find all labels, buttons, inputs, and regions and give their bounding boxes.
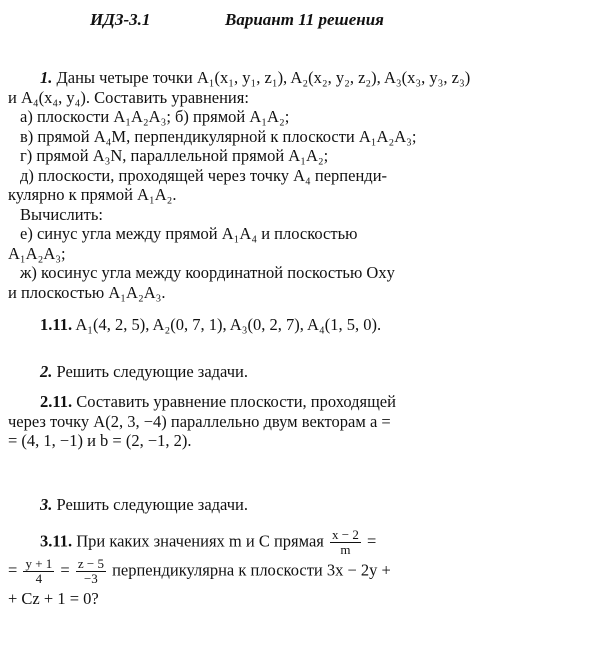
task-3 [8,495,579,515]
task-1-line: в) прямой A₄M, перпендикулярной к плоскости A₁A₂A₃; [20,126,417,146]
task-2-number: 2. [40,362,53,381]
task-2-11 [8,392,579,451]
task-3-11-line2: перпендикулярна к плоскости 3x − 2y + [107,560,391,580]
fraction-z-denominator: −3 [83,571,98,586]
equals-sign: = [362,531,377,551]
fraction-y [23,557,54,586]
task-1-11 [8,315,579,335]
task-3-11-line3: + Cz + 1 = 0? [8,589,99,608]
task-2-11-line: Составить уравнение плоскости, проходящей [76,392,396,411]
task-3-11-number: 3.11. [40,531,73,551]
task-1-line: и A₄(x₄, y₄). Составить уравнения: [8,87,249,107]
fraction-z-numerator: z − 5 [77,556,104,571]
task-3-11-line1: При каких значениях m и C прямая [76,531,324,551]
task-2 [8,362,579,382]
fraction-x-numerator: x − 2 [332,527,359,542]
task-1 [8,68,579,302]
task-1-line: ж) косинус угла между координатной поскостью Oxy [20,263,395,282]
task-2-11-line: через точку A(2, 3, −4) параллельно двум векторам a = [8,411,391,431]
task-1-line: г) прямой A₃N, параллельной прямой A₁A₂; [20,146,329,165]
task-1-line: а) плоскости A₁A₂A₃; б) прямой A₁A₂; [20,107,290,126]
task-3-number: 3. [40,495,53,514]
task-2-11-number: 2.11. [40,392,73,411]
fraction-y-denominator: 4 [35,571,43,586]
variant-title: Вариант 11 решения [225,10,384,29]
task-1-11-number: 1.11. [40,315,73,334]
assignment-code: ИДЗ-3.1 [90,10,151,29]
fraction-x [330,528,361,557]
task-2-11-line: = (4, 1, −1) и b = (2, −1, 2). [8,431,192,450]
task-3-11 [8,528,579,612]
task-2-text: Решить следующие задачи. [56,362,248,381]
task-1-line: Даны четыре точки A₁(x₁, y₁, z₁), A₂(x₂, y₂, z₂), A₃(x₃, y₃, z₃) [56,68,471,87]
fraction-z [76,557,106,586]
task-1-line: A₁A₂A₃; [8,243,66,263]
task-1-line: кулярно к прямой A₁A₂. [8,185,177,204]
task-3-text: Решить следующие задачи. [56,495,248,514]
fraction-y-numerator: y + 1 [25,556,53,571]
fraction-x-denominator: m [340,542,351,557]
task-1-line: д) плоскости, проходящей через точку A₄ перпенди- [20,165,388,185]
task-1-line: и плоскостью A₁A₂A₃. [8,282,166,302]
equals-sign: = [8,560,22,580]
task-1-number: 1. [40,68,53,87]
task-1-11-text: A₁(4, 2, 5), A₂(0, 7, 1), A₃(0, 2, 7), A₄(1, 5, 0). [75,315,382,334]
task-1-line: е) синус угла между прямой A₁A₄ и плоскостью [20,224,358,243]
task-1-line: Вычислить: [20,204,103,224]
equals-sign: = [56,560,74,580]
